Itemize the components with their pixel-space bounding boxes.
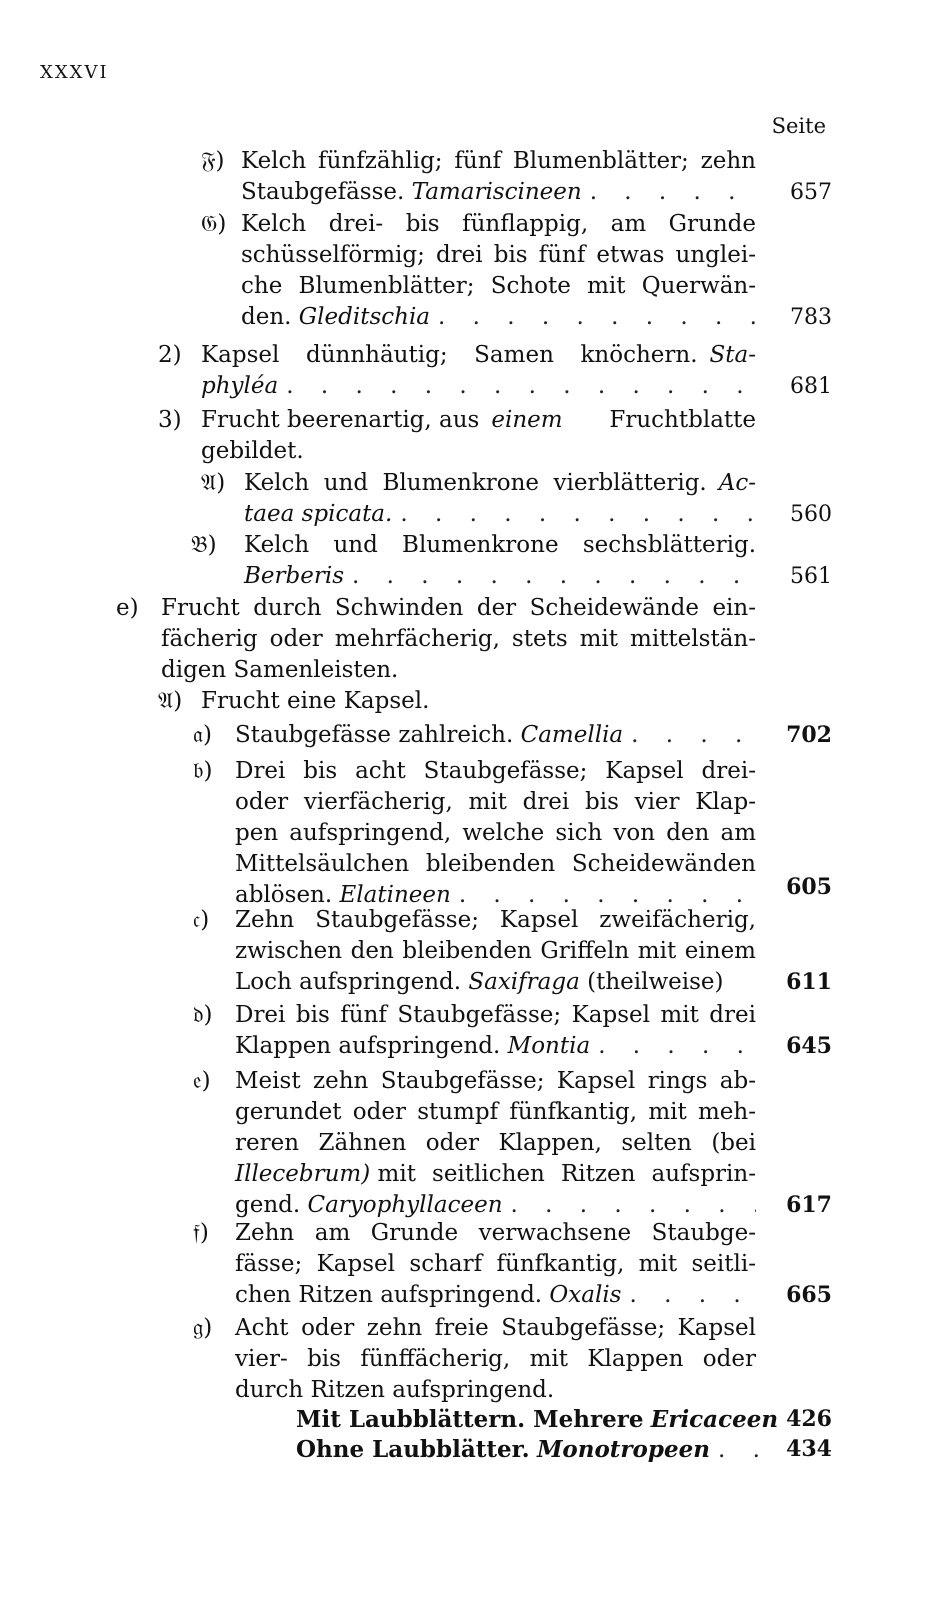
taxon-name: taea spicata. (244, 501, 393, 527)
taxon-name: Ericaceen (650, 1406, 779, 1433)
entry-text-line: den. (241, 304, 292, 330)
inline-italic: einem (491, 407, 563, 433)
page-number: 611 (786, 969, 832, 995)
entry-label: 𝔅) (191, 532, 217, 558)
key-entry-mit-laubblaettern (296, 1404, 779, 1435)
leader-dots (621, 1280, 756, 1311)
entry-text-line: ablösen. (235, 882, 333, 908)
page-number: 617 (786, 1192, 832, 1218)
entry-text-line: Acht oder zehn freie Staubgefässe; Kapsel (235, 1315, 756, 1341)
entry-text-line: Staubgefässe zahlreich. (235, 722, 514, 748)
entry-text-line: Staubgefässe. (241, 179, 405, 205)
taxon-name: Saxifraga (468, 969, 580, 995)
key-entry-g (201, 209, 756, 333)
leader-dots (392, 499, 756, 530)
page-number: 783 (790, 305, 832, 330)
page-number: 605 (786, 874, 832, 900)
entry-text-line: Kelch und Blumenkrone sechsblätterig. (244, 532, 756, 558)
entry-text-line: Kelch fünfzählig; fünf Blumenblätter; zehn (241, 148, 756, 174)
page-number: 702 (786, 722, 832, 748)
entry-text-line: Drei bis acht Staubgefässe; Kapsel drei- (235, 758, 756, 784)
entry-text-line: Zehn am Grunde verwachsene Staubge- (235, 1220, 756, 1246)
key-entry-a (193, 720, 756, 751)
page-number: 434 (786, 1436, 832, 1462)
entry-text-line: mit seitlichen Ritzen aufsprin- (377, 1161, 756, 1187)
entry-text-line: Zehn Staubgefässe; Kapsel zweifächerig, (235, 907, 756, 933)
entry-label: e) (116, 595, 139, 621)
entry-label: 𝔉) (201, 148, 225, 174)
taxon-name: phyléa (201, 373, 279, 399)
entry-label: 3) (158, 407, 182, 433)
page-folio: XXXVI (40, 62, 109, 83)
key-entry-c (193, 905, 756, 998)
leader-dots (623, 720, 756, 751)
entry-label: 𝔢) (193, 1068, 211, 1094)
taxon-name: Oxalis (549, 1282, 622, 1308)
leader-dots (582, 177, 756, 208)
entry-text-line: durch Ritzen aufspringend. (235, 1377, 555, 1403)
key-entry-A1 (201, 468, 756, 530)
entry-label: 𝔟) (193, 758, 213, 784)
entry-label: 𝔡) (193, 1002, 213, 1028)
entry-text-line: reren Zähnen oder Klappen, selten (bei (235, 1130, 756, 1156)
entry-text-line: Klappen aufspringend. (235, 1033, 501, 1059)
entry-label: 𝔤) (193, 1315, 213, 1341)
page-number: 561 (790, 564, 832, 589)
key-entry-2 (158, 340, 756, 402)
taxon-name: Gleditschia (298, 304, 431, 330)
leader-dots (344, 561, 756, 592)
entry-text-line: fässe; Kapsel scharf fünfkantig, mit seitli- (235, 1251, 756, 1277)
entry-text-line: Fruchtblatte (609, 407, 756, 433)
taxon-name: Monotropeen (536, 1436, 710, 1463)
entry-text-line: Kelch drei- bis fünflappig, am Grunde (241, 211, 756, 237)
entry-text-line: chen Ritzen aufspringend. (235, 1282, 543, 1308)
entry-text-line: zwischen den bleibenden Griffeln mit einem (235, 938, 756, 964)
entry-text-line: Mit Laubblättern. Mehrere (296, 1406, 644, 1433)
key-entry-A2 (158, 686, 756, 717)
leader-dots (430, 302, 756, 333)
page-column-label: Seite (771, 114, 826, 138)
entry-label: 𝔣) (193, 1220, 209, 1246)
entry-text-line: gerundet oder stumpf fünfkantig, mit meh- (235, 1099, 756, 1125)
key-entry-3 (158, 405, 756, 467)
taxon-name: Montia (507, 1033, 591, 1059)
entry-label: 𝔄) (201, 470, 226, 496)
entry-label: 2) (158, 342, 182, 368)
entry-text-line: Frucht beerenartig, aus (201, 407, 480, 433)
key-entry-b (193, 756, 756, 911)
key-entry-g2 (193, 1313, 756, 1406)
page-number: 657 (790, 180, 832, 205)
leader-dots (503, 1190, 756, 1221)
entry-text-line: oder vierfächerig, mit drei bis vier Klap- (235, 789, 756, 815)
entry-text-line: Mittelsäulchen bleibenden Scheidewänden (235, 851, 756, 877)
taxon-qualifier: (theilweise) (587, 969, 724, 995)
entry-text-line: Loch aufspringend. (235, 969, 462, 995)
entry-text-line: vier- bis fünffächerig, mit Klappen oder (235, 1346, 756, 1372)
key-entry-e (116, 593, 756, 686)
entry-text-line: gend. (235, 1192, 301, 1218)
leader-dots (710, 1435, 762, 1466)
entry-text-line: Frucht durch Schwinden der Scheidewände ein- (161, 595, 756, 621)
page-number: 681 (790, 374, 832, 399)
key-entry-f2 (193, 1218, 756, 1311)
entry-text-line: Kapsel dünnhäutig; Samen knöchern. (201, 342, 698, 368)
entry-text-line: fächerig oder mehrfächerig, stets mit mittelstän- (161, 626, 756, 652)
leader-dots (590, 1031, 756, 1062)
taxon-name-part: Sta- (709, 342, 756, 368)
taxon-name-part: Ac- (718, 470, 756, 496)
page-number: 665 (786, 1282, 832, 1308)
taxon-name: Camellia (520, 722, 624, 748)
key-entry-ohne-laubblaetter (296, 1434, 762, 1465)
entry-text-line: che Blumenblätter; Schote mit Querwän- (241, 273, 756, 299)
page-number: 560 (790, 502, 832, 527)
taxon-name: Elatineen (339, 882, 451, 908)
taxon-name: Tamariscineen (411, 179, 582, 205)
entry-label: 𝔠) (193, 907, 210, 933)
page-number: 426 (786, 1406, 832, 1432)
entry-text-line: Frucht eine Kapsel. (201, 688, 430, 714)
inline-italic: Illecebrum) (235, 1161, 371, 1187)
entry-text-line: pen aufspringend, welche sich von den am (235, 820, 756, 846)
entry-label: 𝔞) (193, 722, 212, 748)
entry-text-line: schüsselförmig; drei bis fünf etwas unglei- (241, 242, 756, 268)
entry-text-line: Drei bis fünf Staubgefässe; Kapsel mit drei (235, 1002, 756, 1028)
page-number: 645 (786, 1033, 832, 1059)
entry-text-line: Meist zehn Staubgefässe; Kapsel rings ab- (235, 1068, 756, 1094)
entry-text-line: gebildet. (201, 438, 304, 464)
entry-text-line: digen Samenleisten. (161, 657, 399, 683)
entry-text-line: Ohne Laubblätter. (296, 1436, 530, 1463)
taxon-name: Berberis (244, 563, 344, 589)
key-entry-f (201, 146, 756, 208)
key-entry-d (193, 1000, 756, 1062)
key-entry-B (191, 530, 756, 592)
key-entry-e2 (193, 1066, 756, 1221)
taxon-name: Caryophyllaceen (307, 1192, 503, 1218)
entry-label: 𝔄) (158, 688, 183, 714)
entry-label: 𝔊) (201, 211, 227, 237)
leader-dots (278, 371, 756, 402)
entry-text-line: Kelch und Blumenkrone vierblätterig. (244, 470, 707, 496)
